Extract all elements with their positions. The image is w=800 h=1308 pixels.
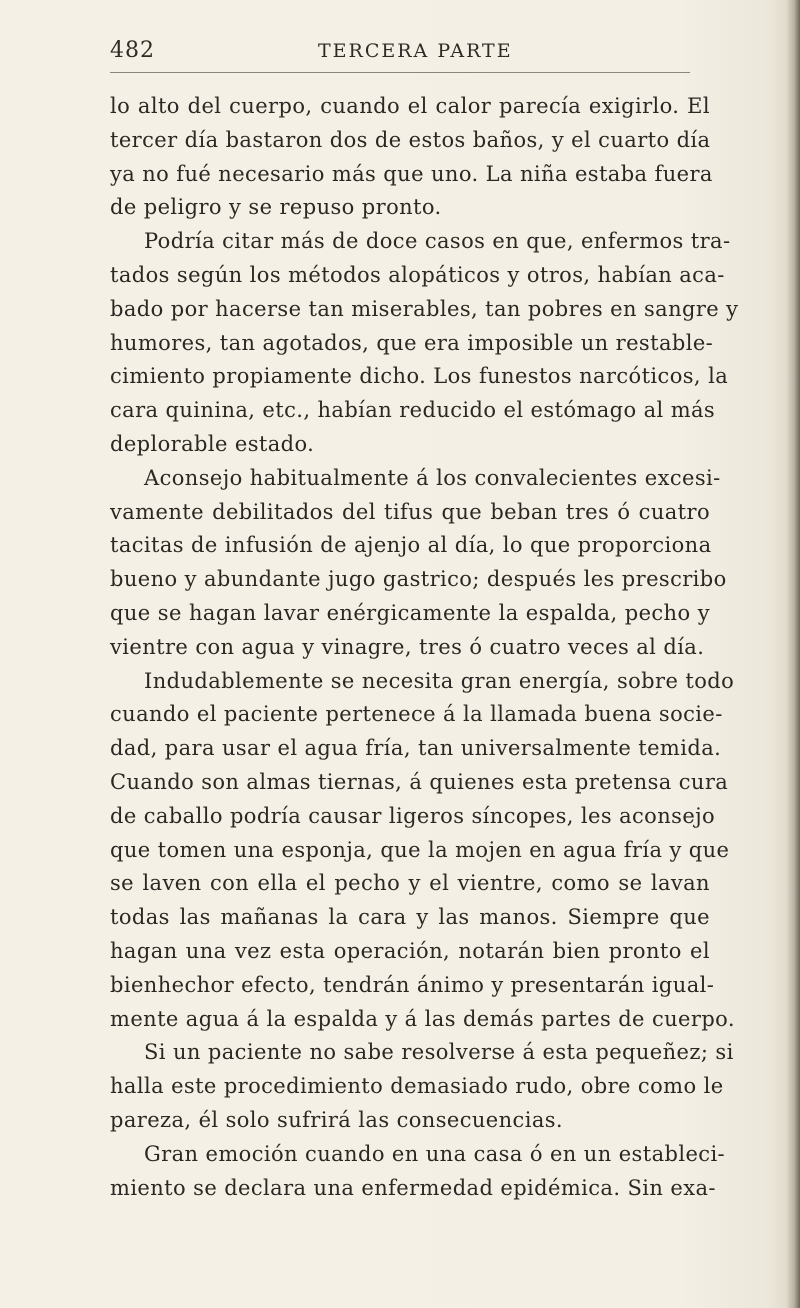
text-line: lo alto del cuerpo, cuando el calor parecía exigirlo. El (110, 94, 710, 118)
text-line: bado por hacerse tan miserables, tan pobres en sangre y (110, 296, 739, 321)
text-line: deplorable estado. (110, 431, 315, 456)
text-line: cimiento propiamente dicho. Los funestos narcóticos, la (110, 364, 729, 389)
text-line: se laven con ella el pecho y el vientre, como se lavan (110, 871, 710, 896)
body-text (110, 90, 739, 1205)
running-title: TERCERA PARTE (318, 40, 513, 62)
text-line: bienhechor efecto, tendrán ánimo y presentarán igual- (110, 972, 715, 997)
text-line: Indudablemente se necesita gran energía, sobre todo (144, 668, 735, 693)
text-line: bueno y abundante jugo gastrico; después les prescribo (110, 567, 727, 592)
text-line: cara quinina, etc., habían reducido el estómago al más (110, 398, 716, 423)
text-line: hagan una vez esta operación, notarán bien pronto el (110, 938, 710, 963)
text-line: Aconsejo habitualmente á los convalecientes excesi- (144, 465, 721, 490)
text-line: humores, tan agotados, que era imposible un restable- (110, 330, 714, 355)
text-line: de peligro y se repuso pronto. (110, 195, 442, 220)
text-line: todas las mañanas la cara y las manos. Siempre que (110, 905, 710, 930)
page-number: 482 (110, 38, 155, 63)
text-line: que se hagan lavar enérgicamente la espalda, pecho y (110, 600, 710, 625)
header-rule (110, 72, 690, 73)
text-line: de caballo podría causar ligeros síncopes, les aconsejo (110, 803, 716, 828)
text-line: dad, para usar el agua fría, tan universalmente temida. (110, 736, 722, 761)
text-line: miento se declara una enfermedad epidémica. Sin exa- (110, 1175, 716, 1200)
text-line: Podría citar más de doce casos en que, enfermos tra- (144, 229, 731, 254)
running-head (110, 38, 690, 68)
text-line: Cuando son almas tiernas, á quienes esta pretensa cura (110, 769, 729, 794)
text-line: ya no fué necesario más que uno. La niña estaba fuera (110, 161, 713, 186)
text-line: cuando el paciente pertenece á la llamada buena socie- (110, 702, 723, 727)
text-line: halla este procedimiento demasiado rudo, obre como le (110, 1074, 724, 1099)
text-line: tacitas de infusión de ajenjo al día, lo que proporciona (110, 533, 712, 558)
text-line: que tomen una esponja, que la mojen en agua fría y que (110, 837, 730, 862)
text-line: tados según los métodos alopáticos y otros, habían aca- (110, 262, 725, 287)
text-line: Gran emoción cuando en una casa ó en un estableci- (144, 1141, 726, 1166)
text-line: vientre con agua y vinagre, tres ó cuatro veces al día. (110, 634, 705, 659)
text-line: tercer día bastaron dos de estos baños, y el cuarto día (110, 127, 711, 152)
text-line: Si un paciente no sabe resolverse á esta pequeñez; si (144, 1040, 734, 1065)
text-line: vamente debilitados del tifus que beban tres ó cuatro (110, 499, 710, 524)
text-line: mente agua á la espalda y á las demás partes de cuerpo. (110, 1006, 735, 1031)
text-line: pareza, él solo sufrirá las consecuencias. (110, 1107, 564, 1132)
page-edge-shadow (786, 0, 800, 1308)
